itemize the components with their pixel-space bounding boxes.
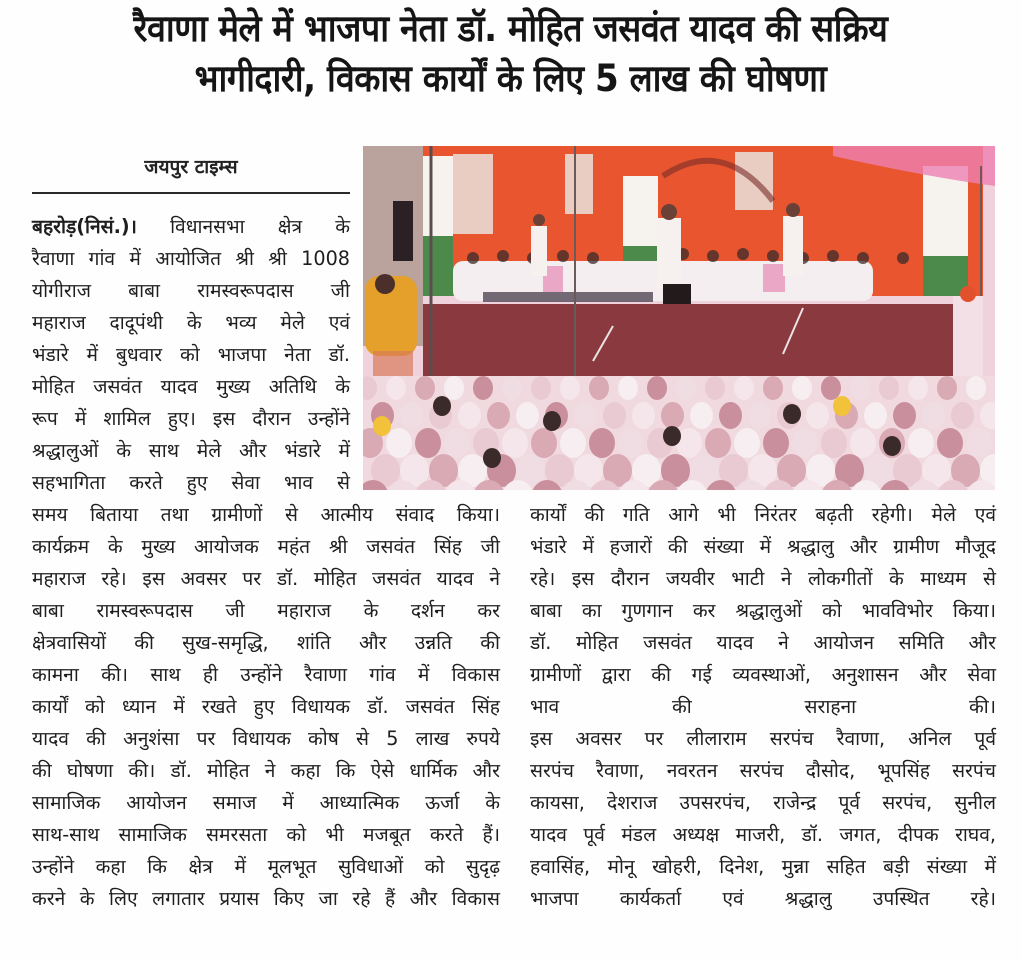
crowd-head — [400, 402, 423, 429]
text-line-content — [32, 851, 500, 883]
line-text: रैवाणा गांव में आयोजित श्री श्री 1008 — [32, 247, 350, 270]
text-line — [32, 691, 500, 723]
text-line-content — [32, 435, 350, 467]
headline-line-2: भागीदारी, विकास कार्यों के लिए 5 लाख की घोषणा — [194, 57, 827, 100]
crowd-head — [473, 376, 493, 400]
text-line-content — [32, 723, 500, 755]
crowd-head — [951, 402, 974, 429]
crowd-head — [560, 376, 580, 400]
crowd-head — [734, 428, 760, 458]
crowd-head — [883, 436, 901, 456]
crowd-head — [763, 376, 783, 400]
crowd-head — [589, 376, 609, 400]
line-text: बाबा का गुणगान कर श्रद्धालुओं को भावविभोर किया। — [530, 599, 996, 622]
text-line — [32, 467, 350, 499]
crowd-head — [415, 376, 435, 400]
crowd-head — [980, 402, 995, 429]
text-line-content — [530, 755, 996, 787]
text-line-content — [32, 499, 500, 531]
crowd-head — [444, 428, 470, 458]
text-line-content — [530, 851, 996, 883]
text-line — [530, 691, 996, 723]
text-line — [32, 723, 500, 755]
text-line — [530, 787, 996, 819]
line-text: मोहित जसवंत यादव मुख्य अतिथि के — [32, 375, 350, 398]
text-line — [32, 499, 500, 531]
article-photo — [363, 146, 995, 490]
text-line — [32, 435, 350, 467]
crowd-layer — [363, 356, 995, 490]
line-text: रूप में शामिल हुए। इस दौरान उन्होंने — [32, 407, 350, 430]
line-text: सामाजिक आयोजन समाज में आध्यात्मिक ऊर्जा के — [32, 791, 500, 814]
line-text: की घोषणा की। डॉ. मोहित ने कहा कि ऐसे धार्मिक और — [32, 759, 500, 782]
crowd-head — [734, 376, 754, 400]
crowd-head — [632, 402, 655, 429]
text-line-content — [32, 755, 500, 787]
text-line-content — [32, 403, 350, 435]
crowd-head — [748, 402, 771, 429]
crowd-head — [560, 428, 586, 458]
line-text: सरपंच रैवाणा, नवरतन सरपंच दौसोद, भूपसिंह सरपंच — [530, 759, 996, 782]
crowd-head — [444, 376, 464, 400]
text-line — [530, 627, 996, 659]
crowd-head — [879, 376, 899, 400]
text-line — [530, 595, 996, 627]
crowd-head — [833, 396, 851, 416]
line-text: श्रद्धालुओं के साथ मेले और भंडारे में — [32, 439, 350, 462]
text-line — [530, 819, 996, 851]
text-line-content — [32, 595, 500, 627]
crowd-head — [502, 376, 522, 400]
line-text: साथ-साथ सामाजिक समरसता को भी मजबूत करते हैं। — [32, 823, 500, 846]
line-text: रहे। इस दौरान जयवीर भाटी ने लोकगीतों के माध्यम से — [530, 567, 996, 590]
text-line-content — [32, 467, 350, 499]
text-line-content — [530, 531, 996, 563]
line-text: यादव पूर्व मंडल अध्यक्ष माजरी, डॉ. जगत, दीपक राघव, — [530, 823, 996, 846]
text-line — [530, 723, 996, 755]
line-text: भाव की सराहना की। — [530, 695, 996, 718]
text-line-content — [32, 819, 500, 851]
text-line-content — [530, 627, 996, 659]
line-text: डॉ. मोहित जसवंत यादव ने आयोजन समिति और — [530, 631, 996, 654]
crowd-head — [483, 448, 501, 468]
left-column-bottom — [32, 499, 500, 915]
text-line — [530, 563, 996, 595]
crowd-head — [937, 376, 957, 400]
crowd-head — [705, 376, 725, 400]
text-line — [32, 883, 500, 915]
dateline: बहरोड़(निसं.)। — [32, 215, 137, 238]
crowd-head — [690, 402, 713, 429]
crowd-head — [850, 376, 870, 400]
text-line — [32, 851, 500, 883]
text-line — [32, 531, 500, 563]
line-text: भंडारे में बुधवार को भाजपा नेता डॉ. — [32, 343, 350, 366]
line-text: भंडारे में हजारों की संख्या में श्रद्धालु और ग्रामीण मौजूद — [530, 535, 996, 558]
line-text: योगीराज बाबा रामस्वरूपदास जी — [32, 279, 350, 302]
crowd-head — [516, 402, 539, 429]
crowd-head — [415, 428, 441, 458]
text-line — [530, 755, 996, 787]
text-line-content — [530, 659, 996, 691]
line-text: करने के लिए लगातार प्रयास किए जा रहे हैं और विकास — [32, 887, 500, 910]
crowd-head — [792, 376, 812, 400]
crowd-head — [864, 402, 887, 429]
crowd-head — [908, 376, 928, 400]
text-line — [32, 627, 500, 659]
line-text: कामना की। साथ ही उन्होंने रैवाणा गांव में विकास — [32, 663, 500, 686]
crowd-head — [821, 428, 847, 458]
text-line-content — [530, 691, 996, 723]
crowd-head — [433, 396, 451, 416]
right-column — [530, 499, 996, 915]
text-line — [32, 275, 350, 307]
text-line — [32, 787, 500, 819]
line-text: हवासिंह, मोनू खोहरी, दिनेश, मुन्ना सहित बड़ी संख्या में — [530, 855, 996, 878]
crowd-head — [603, 402, 626, 429]
text-line — [32, 819, 500, 851]
crowd-head — [458, 402, 481, 429]
text-line — [32, 211, 350, 243]
line-text: कार्यों को ध्यान में रखते हुए विधायक डॉ. जसवंत सिंह — [32, 695, 500, 718]
line-text: सहभागिता करते हुए सेवा भाव से — [32, 471, 350, 494]
text-line — [530, 883, 996, 915]
line-text: बाबा रामस्वरूपदास जी महाराज के दर्शन कर — [32, 599, 500, 622]
text-line — [32, 595, 500, 627]
crowd-head — [618, 376, 638, 400]
text-line-content — [32, 307, 350, 339]
crowd-head — [850, 428, 876, 458]
crowd-head — [966, 428, 992, 458]
text-line-content — [530, 563, 996, 595]
crowd-head — [908, 428, 934, 458]
crowd-head — [618, 428, 644, 458]
text-line — [530, 499, 996, 531]
crowd-head — [719, 402, 742, 429]
text-line-content — [530, 883, 996, 915]
text-line — [32, 403, 350, 435]
text-line-content — [32, 371, 350, 403]
crowd-head — [937, 428, 963, 458]
crowd-head — [792, 428, 818, 458]
text-line — [32, 371, 350, 403]
crowd-head — [661, 402, 684, 429]
crowd-head — [663, 426, 681, 446]
crowd-head — [705, 428, 731, 458]
byline-divider — [32, 192, 350, 194]
text-line-content — [32, 211, 350, 243]
crowd-head — [487, 402, 510, 429]
text-line-content — [32, 243, 350, 275]
text-line-content — [530, 595, 996, 627]
byline: जयपुर टाइम्स — [144, 156, 238, 178]
crowd-head — [574, 402, 597, 429]
text-line-content — [530, 787, 996, 819]
crowd-head — [806, 402, 829, 429]
line-text: समय बिताया तथा ग्रामीणों से आत्मीय संवाद किया। — [32, 503, 500, 526]
line-text: महाराज रहे। इस अवसर पर डॉ. मोहित जसवंत यादव ने — [32, 567, 500, 590]
text-line-content — [32, 531, 500, 563]
crowd-head — [647, 376, 667, 400]
text-line-content — [32, 883, 500, 915]
crowd-head — [543, 411, 561, 431]
crowd-head — [966, 376, 986, 400]
crowd-head — [763, 428, 789, 458]
crowd-head — [363, 376, 377, 400]
crowd-head — [502, 428, 528, 458]
text-line — [32, 659, 500, 691]
crowd-head — [373, 416, 391, 436]
line-text: महाराज दादूपंथी के भव्य मेले एवं — [32, 311, 350, 334]
left-column-top — [32, 211, 350, 499]
crowd-head — [386, 428, 412, 458]
text-line-content — [530, 723, 996, 755]
text-line — [32, 307, 350, 339]
text-line-content — [32, 275, 350, 307]
text-line — [530, 851, 996, 883]
text-line — [530, 531, 996, 563]
line-text: विधानसभा क्षेत्र के — [136, 215, 350, 238]
line-text: उन्होंने कहा कि क्षेत्र में मूलभूत सुविधाओं को सुदृढ़ — [32, 855, 500, 878]
line-text: कायसा, देशराज उपसरपंच, राजेन्द्र पूर्व सरपंच, सुनील — [530, 791, 996, 814]
text-line — [32, 563, 500, 595]
crowd-head — [531, 376, 551, 400]
line-text: भाजपा कार्यकर्ता एवं श्रद्धालु उपस्थित रहे। — [530, 887, 996, 910]
line-text: कार्यों की गति आगे भी निरंतर बढ़ती रहेगी। मेले एवं — [530, 503, 996, 526]
text-line-content — [32, 627, 500, 659]
text-line-content — [530, 499, 996, 531]
line-text: यादव की अनुशंसा पर विधायक कोष से 5 लाख रुपये — [32, 727, 500, 750]
line-text: इस अवसर पर लीलाराम सरपंच रैवाणा, अनिल पूर्व — [530, 727, 996, 750]
crowd-head — [531, 428, 557, 458]
text-line — [32, 243, 350, 275]
text-line — [530, 659, 996, 691]
headline — [41, 4, 980, 104]
text-line-content — [32, 787, 500, 819]
crowd-head — [676, 376, 696, 400]
text-line-content — [32, 339, 350, 371]
line-text: कार्यक्रम के मुख्य आयोजक महंत श्री जसवंत सिंह जी — [32, 535, 500, 558]
text-line-content — [32, 691, 500, 723]
crowd-head — [386, 376, 406, 400]
crowd-head — [893, 402, 916, 429]
text-line — [32, 755, 500, 787]
line-text: ग्रामीणों द्वारा की गई व्यवस्थाओं, अनुशासन और सेवा — [530, 663, 996, 686]
line-text: क्षेत्रवासियों की सुख-समृद्धि, शांति और उन्नति की — [32, 631, 500, 654]
text-line — [32, 339, 350, 371]
crowd-head — [589, 428, 615, 458]
text-line-content — [32, 659, 500, 691]
crowd-head — [922, 402, 945, 429]
text-line-content — [32, 563, 500, 595]
text-line-content — [530, 819, 996, 851]
headline-line-1: रैवाणा मेले में भाजपा नेता डॉ. मोहित जसवंत यादव की सक्रिय — [133, 7, 888, 50]
crowd-head — [783, 404, 801, 424]
